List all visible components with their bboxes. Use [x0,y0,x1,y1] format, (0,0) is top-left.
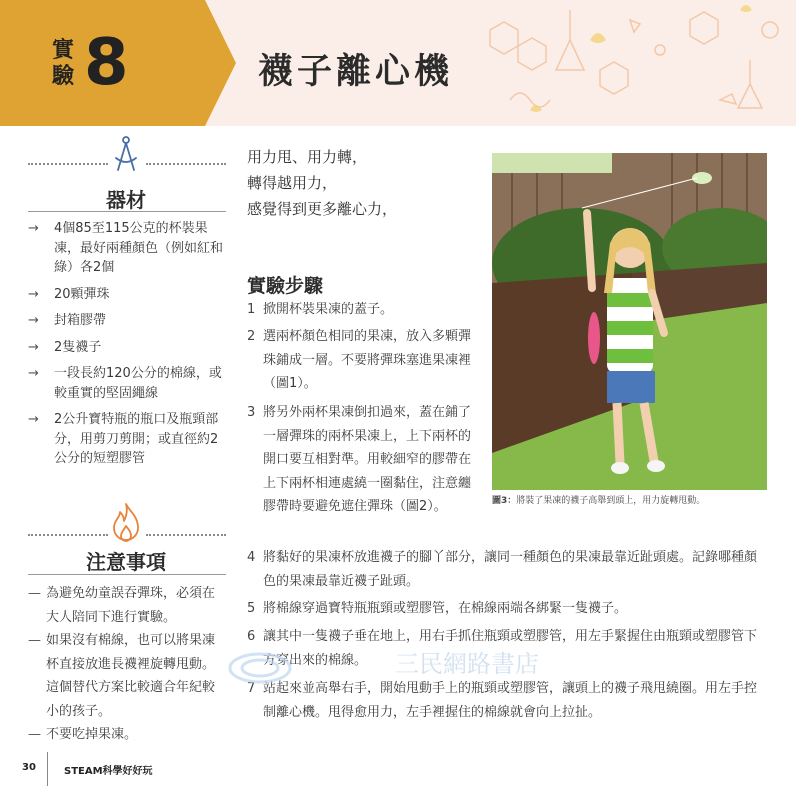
step-text: 站起來並高舉右手，開始甩動手上的瓶頸或塑膠管，讓頭上的襪子飛甩繞圈。用左手控制離心機。甩得愈用力，左手裡握住的棉線就會向上拉扯。 [263,681,758,720]
notes-list [28,582,226,747]
step-3 [247,401,477,519]
step-text: 將另外兩杯果凍倒扣過來，蓋在鋪了一層彈珠的兩杯果凍上，上下兩杯的開口要互相對準。用較細窄的膠帶在上下兩杯相連處繞一圈黏住，注意纏膠帶時要避免遮住彈珠（圖2）。 [263,405,472,514]
experiment-label: 實驗 [52,38,75,89]
step-number: 1 [247,302,256,317]
photo-caption [492,495,772,507]
intro-line: 感覺得到更多離心力， [247,200,398,218]
list-item: → 2公升寶特瓶的瓶口及瓶頸部分，用剪刀剪開；或直徑約2公分的短塑膠管 [28,410,226,469]
notes-rule [28,574,226,575]
watermark-text: 三民網路書店 [395,650,539,678]
footer-divider [47,752,48,786]
step-2 [247,325,477,396]
step-1 [247,298,477,322]
materials-list [28,219,226,476]
step-number: 2 [247,329,256,344]
list-item: → 4個85至115公克的杯裝果凍，最好兩種顏色（例如紅和綠）各2個 [28,219,226,278]
flame-icon [110,502,142,544]
materials-title: 器材 [106,188,146,212]
step-4 [247,546,767,593]
step-text: 將黏好的果凍杯放進襪子的腳丫部分，讓同一種顏色的果凍最靠近趾頭處。記錄哪種顏色的果凍最靠近襪子趾頭。 [263,550,758,589]
materials-divider-left [28,163,108,165]
page-title: 襪子離心機 [258,52,454,92]
list-item: → 2隻襪子 [28,338,226,358]
notes-divider-right [146,534,226,536]
step-text: 選兩杯顏色相同的果凍，放入多顆彈珠鋪成一層。不要將彈珠塞進果凍裡（圖1）。 [263,329,472,391]
intro-text [247,144,477,222]
step-number: 4 [247,550,256,565]
step-5 [247,597,767,621]
intro-line: 轉得越用力， [247,174,338,192]
list-item: → 20顆彈珠 [28,285,226,305]
experiment-photo [492,153,767,490]
step-number: 3 [247,405,256,420]
caption-text: 將裝了果凍的襪子高舉到頭上，用力旋轉甩動。 [516,496,706,506]
list-item: → 一段長約120公分的棉線，或較重實的堅固繩線 [28,364,226,403]
science-pattern-decoration [470,0,796,126]
step-text: 讓其中一隻襪子垂在地上，用右手抓住瓶頸或塑膠管，用左手緊握住由瓶頸或塑膠管下方穿出來的棉線。 [263,629,758,668]
page-header [0,0,796,126]
materials-divider-right [146,163,226,165]
step-number: 5 [247,601,256,616]
notes-divider-left [28,534,108,536]
step-number: 7 [247,681,256,696]
list-item: — 不要吃掉果凍。 [28,723,226,747]
step-number: 6 [247,629,256,644]
intro-line: 用力甩、用力轉， [247,148,368,166]
page-number: 30 [22,762,36,773]
step-text: 掀開杯裝果凍的蓋子。 [263,302,394,317]
list-item: — 為避免幼童誤吞彈珠，必須在大人陪同下進行實驗。 [28,582,226,629]
drafting-compass-icon [112,134,140,176]
step-text: 將棉線穿過寶特瓶瓶頸或塑膠管，在棉線兩端各綁緊一隻襪子。 [263,601,628,616]
materials-rule [28,211,226,212]
watermark [220,640,600,690]
list-item: — 如果沒有棉線，也可以將果凍杯直接放進長襪裡旋轉甩動。這個替代方案比較適合年紀較小的孩子。 [28,629,226,723]
caption-label: 圖3： [492,496,517,506]
notes-title: 注意事項 [86,550,166,574]
list-item: → 封箱膠帶 [28,311,226,331]
book-title: STEAM科學好好玩 [64,766,153,777]
steps-title: 實驗步驟 [247,275,324,297]
experiment-number: 8 [84,26,129,100]
